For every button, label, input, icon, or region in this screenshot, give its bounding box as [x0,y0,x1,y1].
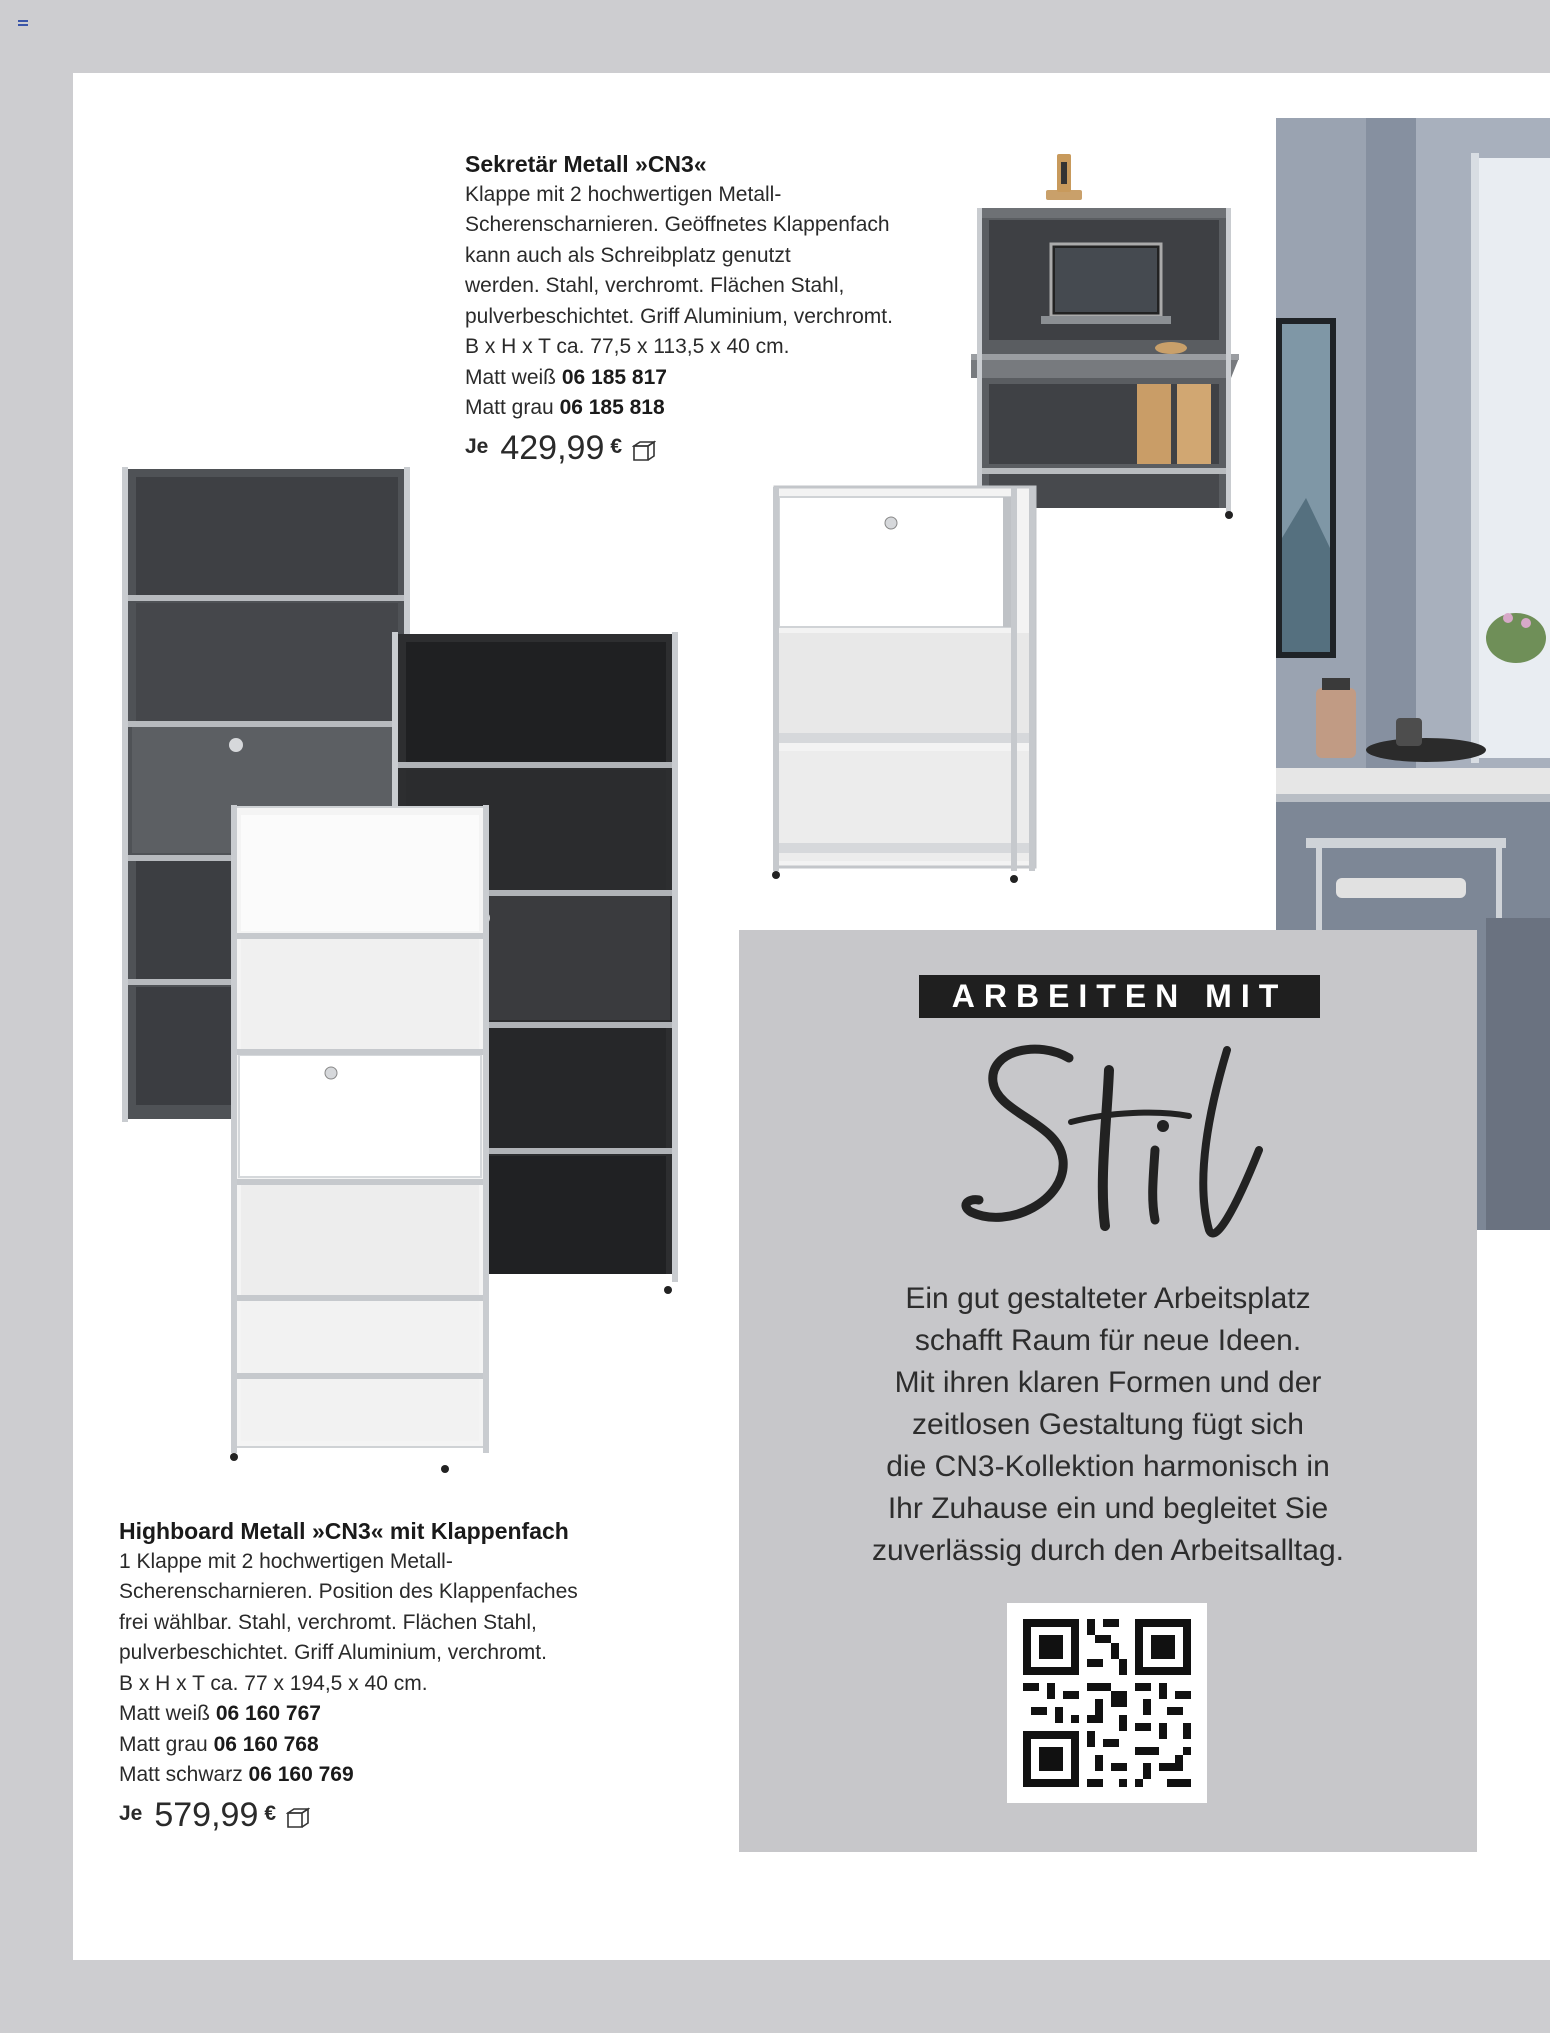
qr-code[interactable] [1007,1603,1207,1803]
promo-heading: ARBEITEN MIT [919,975,1320,1018]
parcel-icon [632,440,656,462]
highboard-line: 1 Klappe mit 2 hochwertigen Metall- [119,1549,453,1573]
highboard-title: Highboard Metall »CN3« mit Klappenfach [119,1518,569,1544]
sekretaer-line: Scherenscharnieren. Geöffnetes Klappenfach [465,213,890,236]
sekretaer-variant: Matt weiß 06 185 817 [465,365,667,389]
article-number: 06 160 768 [213,1732,319,1756]
promo-panel [739,930,1477,1852]
highboard-white-image [229,801,499,1491]
sekretaer-line: kann auch als Schreibplatz genutzt [465,243,791,267]
highboard-description [119,1516,679,1833]
price-value: 429,99 [500,428,605,467]
sekretaer-variant: Matt grau 06 185 818 [465,396,665,419]
highboard-variant: Matt weiß 06 160 767 [119,1702,321,1725]
stil-script-lettering [959,1030,1299,1250]
article-number: 06 185 817 [561,365,667,389]
sekretaer-line: werden. Stahl, verchromt. Flächen Stahl, [465,274,845,297]
promo-body: Ein gut gestalteter Arbeitsplatz schafft Raum für neue Ideen. Mit ihren klaren Formen und der zeitlosen Gestaltung fügt sich die CN3-Kollektion harmonisch in Ihr Zuhause ein und begleitet Sie zuverlässig durch den Arbeitsalltag. [872,1282,1344,1567]
sekretaer-title: Sekretär Metall »CN3« [465,151,707,177]
parcel-icon [286,1807,310,1829]
highboard-price: Je 579,99 € [119,1797,679,1833]
sekretaer-line: pulverbeschichtet. Griff Aluminium, verchromt. [465,304,893,328]
sekretaer-line: B x H x T ca. 77,5 x 113,5 x 40 cm. [465,335,790,358]
catalog-page [73,73,1550,1960]
sekretaer-description [465,149,965,466]
menu-icon[interactable] [18,20,28,28]
sekretaer-white-image [771,483,1041,893]
article-number: 06 185 818 [559,396,665,419]
sekretaer-price: Je 429,99 € [465,430,965,466]
highboard-variant: Matt grau 06 160 768 [119,1732,319,1756]
article-number: 06 160 767 [215,1702,321,1725]
article-number: 06 160 769 [248,1763,354,1786]
highboard-line: frei wählbar. Stahl, verchromt. Flächen Stahl, [119,1610,537,1634]
sekretaer-line: Klappe mit 2 hochwertigen Metall- [465,182,782,206]
price-value: 579,99 [154,1795,259,1834]
highboard-line: B x H x T ca. 77 x 194,5 x 40 cm. [119,1671,428,1695]
highboard-line: Scherenscharnieren. Position des Klappenfaches [119,1580,578,1603]
highboard-line: pulverbeschichtet. Griff Aluminium, verchromt. [119,1641,547,1664]
highboard-variant: Matt schwarz 06 160 769 [119,1763,354,1786]
